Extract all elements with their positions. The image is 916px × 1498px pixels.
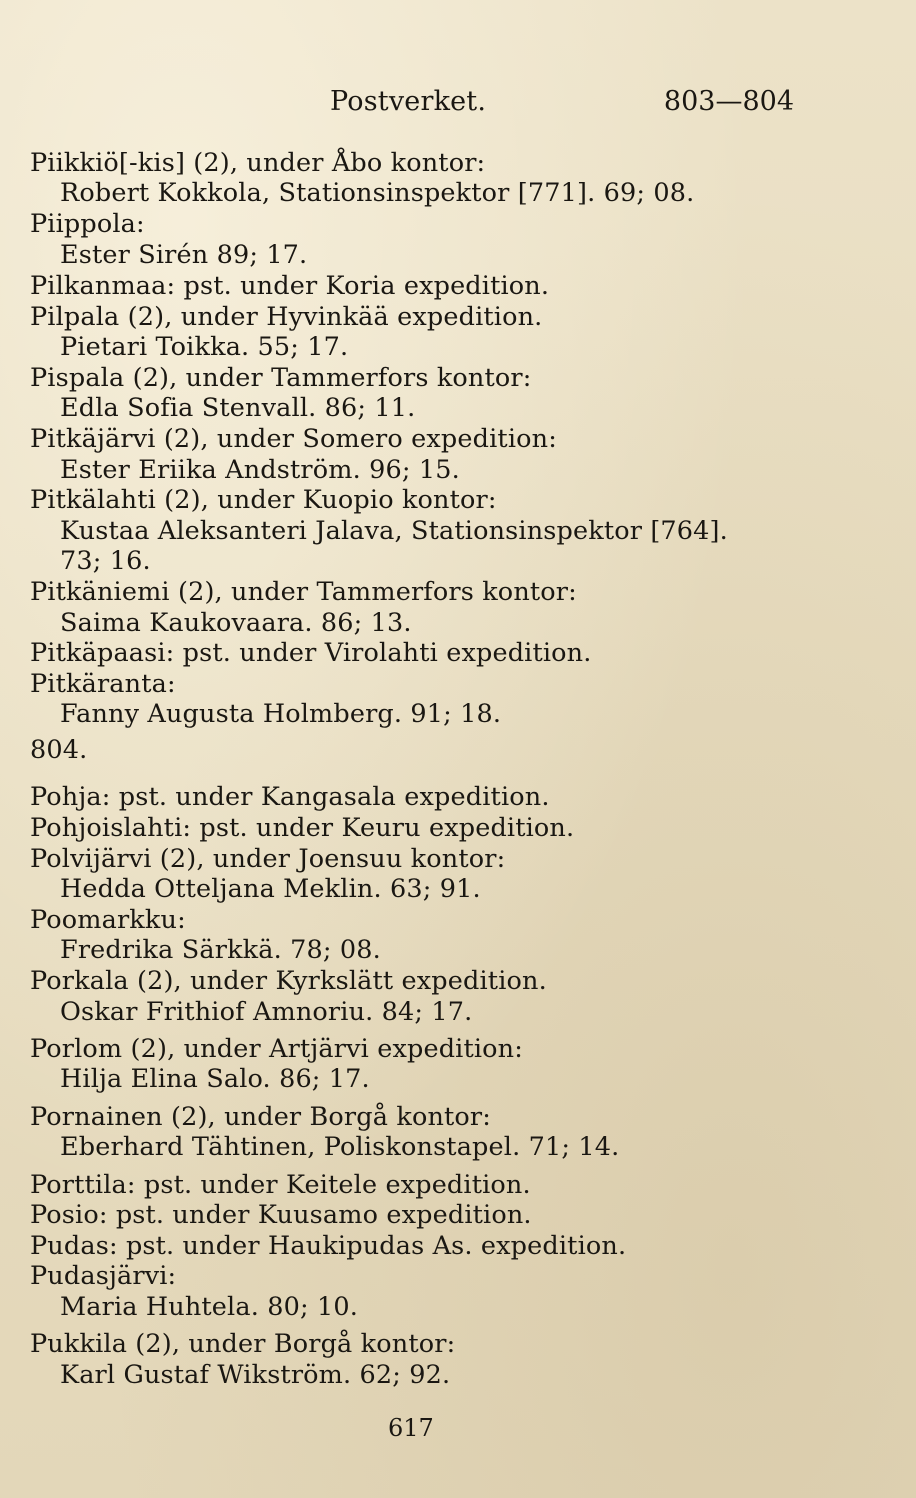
entry-detail: Ester Sirén 89; 17. <box>60 240 308 270</box>
entry-detail: Eberhard Tähtinen, Poliskonstapel. 71; 14. <box>60 1132 620 1162</box>
entry-heading: Pitkäranta: <box>30 669 176 699</box>
entry-heading: Pispala (2), under Tammerfors kontor: <box>30 363 532 393</box>
page-header <box>0 86 916 126</box>
entry-detail: Fanny Augusta Holmberg. 91; 18. <box>60 699 502 729</box>
entry-heading: Pilkanmaa: pst. under Koria expedition. <box>30 271 550 301</box>
entry-heading: Poomarkku: <box>30 905 186 935</box>
entry-heading: Porkala (2), under Kyrkslätt expedition. <box>30 966 547 996</box>
entry-detail: Fredrika Särkkä. 78; 08. <box>60 935 381 965</box>
page-range: 803—804 <box>663 86 794 117</box>
entry-heading: Pudasjärvi: <box>30 1261 177 1291</box>
entry-heading: Pitkäpaasi: pst. under Virolahti expedition. <box>30 638 592 668</box>
entry-heading: Pitkäniemi (2), under Tammerfors kontor: <box>30 577 577 607</box>
entry-heading: Polvijärvi (2), under Joensuu kontor: <box>30 844 506 874</box>
entry-detail-continuation: 73; 16. <box>60 546 151 576</box>
page-number: 617 <box>388 1414 434 1442</box>
entry-detail: Maria Huhtela. 80; 10. <box>60 1292 358 1322</box>
entry-heading: Pohjoislahti: pst. under Keuru expedition. <box>30 813 575 843</box>
entry-detail: Oskar Frithiof Amnoriu. 84; 17. <box>60 997 473 1027</box>
entry-heading: Posio: pst. under Kuusamo expedition. <box>30 1200 532 1230</box>
section-number: 804. <box>30 735 88 765</box>
entry-heading: Pudas: pst. under Haukipudas As. expedition. <box>30 1231 627 1261</box>
entry-detail: Robert Kokkola, Stationsinspektor [771]. 69; 08. <box>60 178 695 208</box>
entry-heading: Porttila: pst. under Keitele expedition. <box>30 1170 531 1200</box>
entry-heading: Pohja: pst. under Kangasala expedition. <box>30 782 550 812</box>
entry-detail: Kustaa Aleksanteri Jalava, Stationsinspektor [764]. <box>60 516 728 546</box>
entry-detail: Edla Sofia Stenvall. 86; 11. <box>60 393 416 423</box>
entry-heading: Pornainen (2), under Borgå kontor: <box>30 1102 491 1132</box>
entry-heading: Piikkiö[-kis] (2), under Åbo kontor: <box>30 148 486 178</box>
entry-heading: Porlom (2), under Artjärvi expedition: <box>30 1034 524 1064</box>
entry-heading: Pukkila (2), under Borgå kontor: <box>30 1329 456 1359</box>
entry-detail: Pietari Toikka. 55; 17. <box>60 332 349 362</box>
entry-detail: Hedda Otteljana Meklin. 63; 91. <box>60 874 481 904</box>
entry-detail: Saima Kaukovaara. 86; 13. <box>60 608 412 638</box>
entry-heading: Pilpala (2), under Hyvinkää expedition. <box>30 302 543 332</box>
entry-heading: Pitkäjärvi (2), under Somero expedition: <box>30 424 557 454</box>
entry-heading: Piippola: <box>30 209 145 239</box>
running-title: Postverket. <box>330 86 487 117</box>
entry-detail: Ester Eriika Andström. 96; 15. <box>60 455 460 485</box>
entry-heading: Pitkälahti (2), under Kuopio kontor: <box>30 485 497 515</box>
entry-detail: Karl Gustaf Wikström. 62; 92. <box>60 1360 451 1390</box>
entry-detail: Hilja Elina Salo. 86; 17. <box>60 1064 370 1094</box>
